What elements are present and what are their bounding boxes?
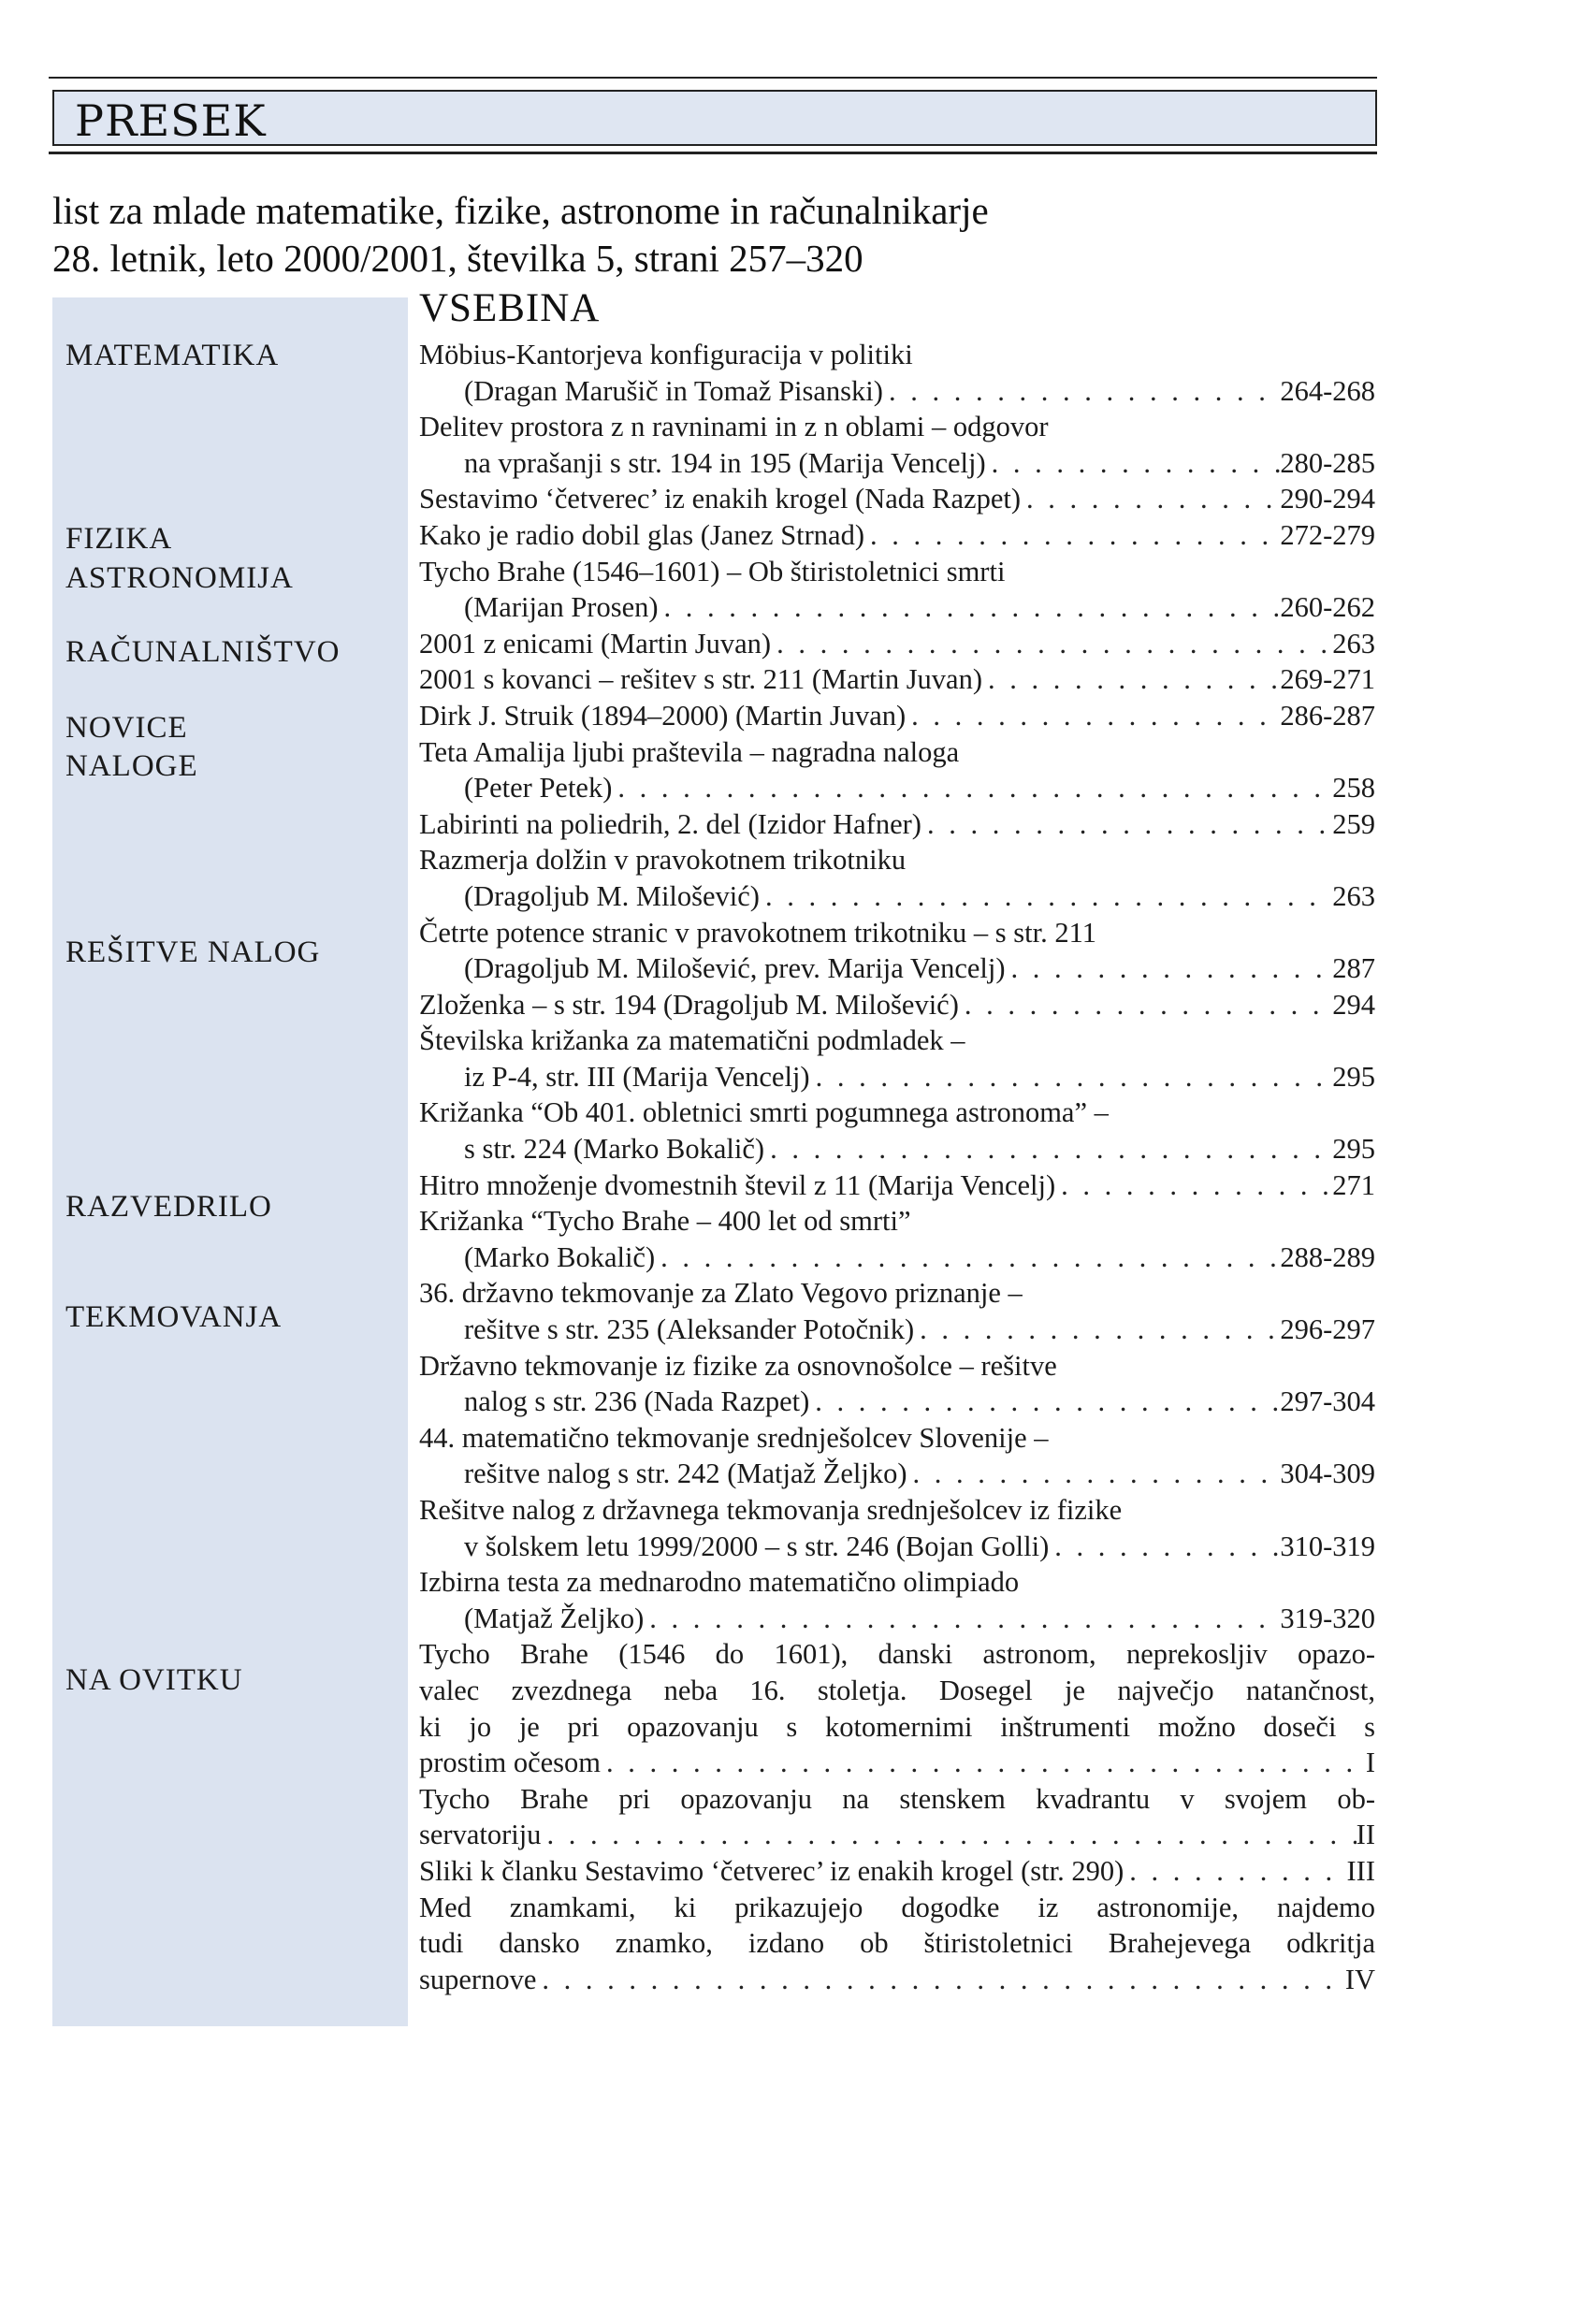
- toc-line: 2001 s kovanci – rešitev s str. 211 (Martin Juvan) . . . 269-271: [419, 661, 1375, 698]
- toc-line: Dirk J. Struik (1894–2000) (Martin Juvan) . . . 286-287: [419, 698, 1375, 734]
- toc-line: Labirinti na poliedrih, 2. del (Izidor Hafner) . . . 259: [419, 806, 1375, 843]
- page-number: 271: [1332, 1168, 1375, 1201]
- toc-line: Sestavimo ‘četverec’ iz enakih krogel (Nada Razpet) . . . 290-294: [419, 481, 1375, 517]
- toc-line: servatoriju . . . II: [419, 1817, 1375, 1853]
- section-label-na-ovitku: NA OVITKU: [65, 1663, 243, 1697]
- toc-line: Delitev prostora z n ravninami in z n oblami – odgovor: [419, 411, 1049, 443]
- page-number: 295: [1332, 1133, 1375, 1166]
- page-number: 259: [1332, 807, 1375, 840]
- section-label-naloge: NALOGE: [65, 749, 198, 783]
- page-number: 294: [1332, 988, 1375, 1021]
- page-number: 296-297: [1280, 1313, 1375, 1346]
- page-number: 258: [1332, 772, 1375, 805]
- toc-line: Hitro množenje dvomestnih števil z 11 (Marija Vencelj) . . . 271: [419, 1167, 1375, 1204]
- page-number: 304-309: [1280, 1457, 1375, 1490]
- section-label-novice: NOVICE: [65, 711, 188, 745]
- toc-line: Tycho Brahe (1546 do 1601), danski astronom, neprekosljiv opazo-: [419, 1638, 1375, 1671]
- page-number: 260-262: [1280, 591, 1375, 624]
- magazine-title: PRESEK: [75, 95, 267, 146]
- toc-line: (Dragoljub M. Milošević, prev. Marija Vencelj) . . . 287: [419, 950, 1375, 987]
- section-label-racunalnistvo: RAČUNALNIŠTVO: [65, 635, 341, 669]
- section-label-fizika: FIZIKA: [65, 522, 173, 556]
- toc-line: Möbius-Kantorjeva konfiguracija v politiki: [419, 339, 913, 370]
- toc-line: ki jo je pri opazovanju s kotomernimi inštrumenti možno doseči s: [419, 1710, 1375, 1743]
- toc-line: 44. matematično tekmovanje srednješolcev Slovenije –: [419, 1421, 1049, 1454]
- page-number: IV: [1344, 1963, 1375, 1995]
- toc-line: v šolskem letu 1999/2000 – s str. 246 (Bojan Golli) . . . 310-319: [419, 1529, 1375, 1565]
- section-label-astronomija: ASTRONOMIJA: [65, 561, 294, 595]
- toc-line: Tycho Brahe pri opazovanju na stenskem kvadrantu v svojem ob-: [419, 1782, 1375, 1815]
- page-number: 272-279: [1280, 518, 1375, 551]
- toc-line: (Matjaž Željko) . . . 319-320: [419, 1601, 1375, 1637]
- page-number: 263: [1332, 627, 1375, 660]
- toc-line: Sliki k članku Sestavimo ‘četverec’ iz enakih krogel (str. 290) . . . III: [419, 1853, 1375, 1890]
- toc-line: Državno tekmovanje iz fizike za osnovnošolce – rešitve: [419, 1349, 1057, 1382]
- toc-line: (Marijan Prosen) . . . 260-262: [419, 589, 1375, 626]
- toc-line: Rešitve nalog z državnega tekmovanja srednješolcev iz fizike: [419, 1494, 1123, 1526]
- page-number: II: [1356, 1819, 1375, 1851]
- section-sidebar: [52, 297, 408, 2026]
- toc-line: nalog s str. 236 (Nada Razpet) . . . 297-304: [419, 1384, 1375, 1420]
- toc-line: (Dragoljub M. Milošević) . . . 263: [419, 878, 1375, 915]
- toc-line: Številska križanka za matematični podmladek –: [419, 1024, 965, 1057]
- page-number: 290-294: [1280, 483, 1375, 515]
- page-number: 297-304: [1280, 1385, 1375, 1418]
- page-number: 287: [1332, 952, 1375, 985]
- toc-line: s str. 224 (Marko Bokalič) . . . 295: [419, 1131, 1375, 1167]
- toc-line: Tycho Brahe (1546–1601) – Ob štiristoletnici smrti: [419, 555, 1006, 587]
- toc-line: tudi dansko znamko, izdano ob štiristoletnici Brahejevega odkritja: [419, 1927, 1375, 1960]
- page-number: 295: [1332, 1060, 1375, 1093]
- issue-subtitle: [52, 187, 1381, 283]
- toc-line: Zloženka – s str. 194 (Dragoljub M. Milošević) . . . 294: [419, 987, 1375, 1023]
- section-label-matematika: MATEMATIKA: [65, 339, 280, 372]
- toc-line: rešitve nalog s str. 242 (Matjaž Željko) . . . 304-309: [419, 1456, 1375, 1492]
- table-of-contents: [419, 337, 1375, 1997]
- toc-line: (Marko Bokalič) . . . 288-289: [419, 1240, 1375, 1276]
- toc-line: prostim očesom . . . I: [419, 1745, 1375, 1781]
- page-number: III: [1346, 1854, 1375, 1887]
- masthead-bottom-rule: [49, 152, 1377, 154]
- page-number: 269-271: [1280, 663, 1375, 696]
- toc-line: Kako je radio dobil glas (Janez Strnad) . . . 272-279: [419, 517, 1375, 554]
- page-number: 263: [1332, 879, 1375, 912]
- section-label-razvedrilo: RAZVEDRILO: [65, 1190, 272, 1224]
- toc-line: supernove . . . IV: [419, 1962, 1375, 1998]
- toc-line: Križanka “Ob 401. obletnici smrti pogumnega astronoma” –: [419, 1096, 1109, 1129]
- toc-line: 2001 z enicami (Martin Juvan) . . . 263: [419, 626, 1375, 662]
- toc-line: Četrte potence stranic v pravokotnem trikotniku – s str. 211: [419, 916, 1096, 949]
- subtitle-line-2: 28. letnik, leto 2000/2001, številka 5, strani 257–320: [52, 237, 863, 280]
- toc-line: na vprašanji s str. 194 in 195 (Marija Vencelj) . . . 280-285: [419, 445, 1375, 482]
- toc-line: Križanka “Tycho Brahe – 400 let od smrti”: [419, 1205, 911, 1238]
- section-label-tekmovanja: TEKMOVANJA: [65, 1300, 283, 1334]
- toc-line: Razmerja dolžin v pravokotnem trikotniku: [419, 844, 907, 877]
- masthead: [49, 77, 1377, 155]
- toc-line: Izbirna testa za mednarodno matematično olimpiado: [419, 1566, 1020, 1599]
- contents-heading: VSEBINA: [419, 286, 601, 330]
- page-number: 286-287: [1280, 699, 1375, 732]
- section-label-resitve-nalog: REŠITVE NALOG: [65, 935, 321, 969]
- page-number: I: [1365, 1747, 1375, 1779]
- page-number: 280-285: [1280, 446, 1375, 479]
- toc-line: rešitve s str. 235 (Aleksander Potočnik) . . . 296-297: [419, 1312, 1375, 1348]
- page-number: 310-319: [1280, 1530, 1375, 1562]
- subtitle-line-1: list za mlade matematike, fizike, astronome in računalnikarje: [52, 189, 989, 232]
- masthead-banner: [52, 90, 1377, 146]
- masthead-top-rule: [49, 77, 1377, 79]
- toc-line: 36. državno tekmovanje za Zlato Vegovo priznanje –: [419, 1277, 1023, 1310]
- page-number: 288-289: [1280, 1240, 1375, 1273]
- toc-line: Med znamkami, ki prikazujejo dogodke iz astronomije, najdemo: [419, 1891, 1375, 1923]
- toc-line: valec zvezdnega neba 16. stoletja. Dosegel je največjo natančnost,: [419, 1674, 1375, 1706]
- toc-line: (Dragan Marušič in Tomaž Pisanski) . . . 264-268: [419, 373, 1375, 410]
- toc-line: (Peter Petek) . . . 258: [419, 770, 1375, 806]
- page-number: 264-268: [1280, 374, 1375, 407]
- toc-line: Teta Amalija ljubi praštevila – nagradna naloga: [419, 735, 960, 768]
- page-number: 319-320: [1280, 1602, 1375, 1634]
- toc-line: iz P-4, str. III (Marija Vencelj) . . . 295: [419, 1059, 1375, 1095]
